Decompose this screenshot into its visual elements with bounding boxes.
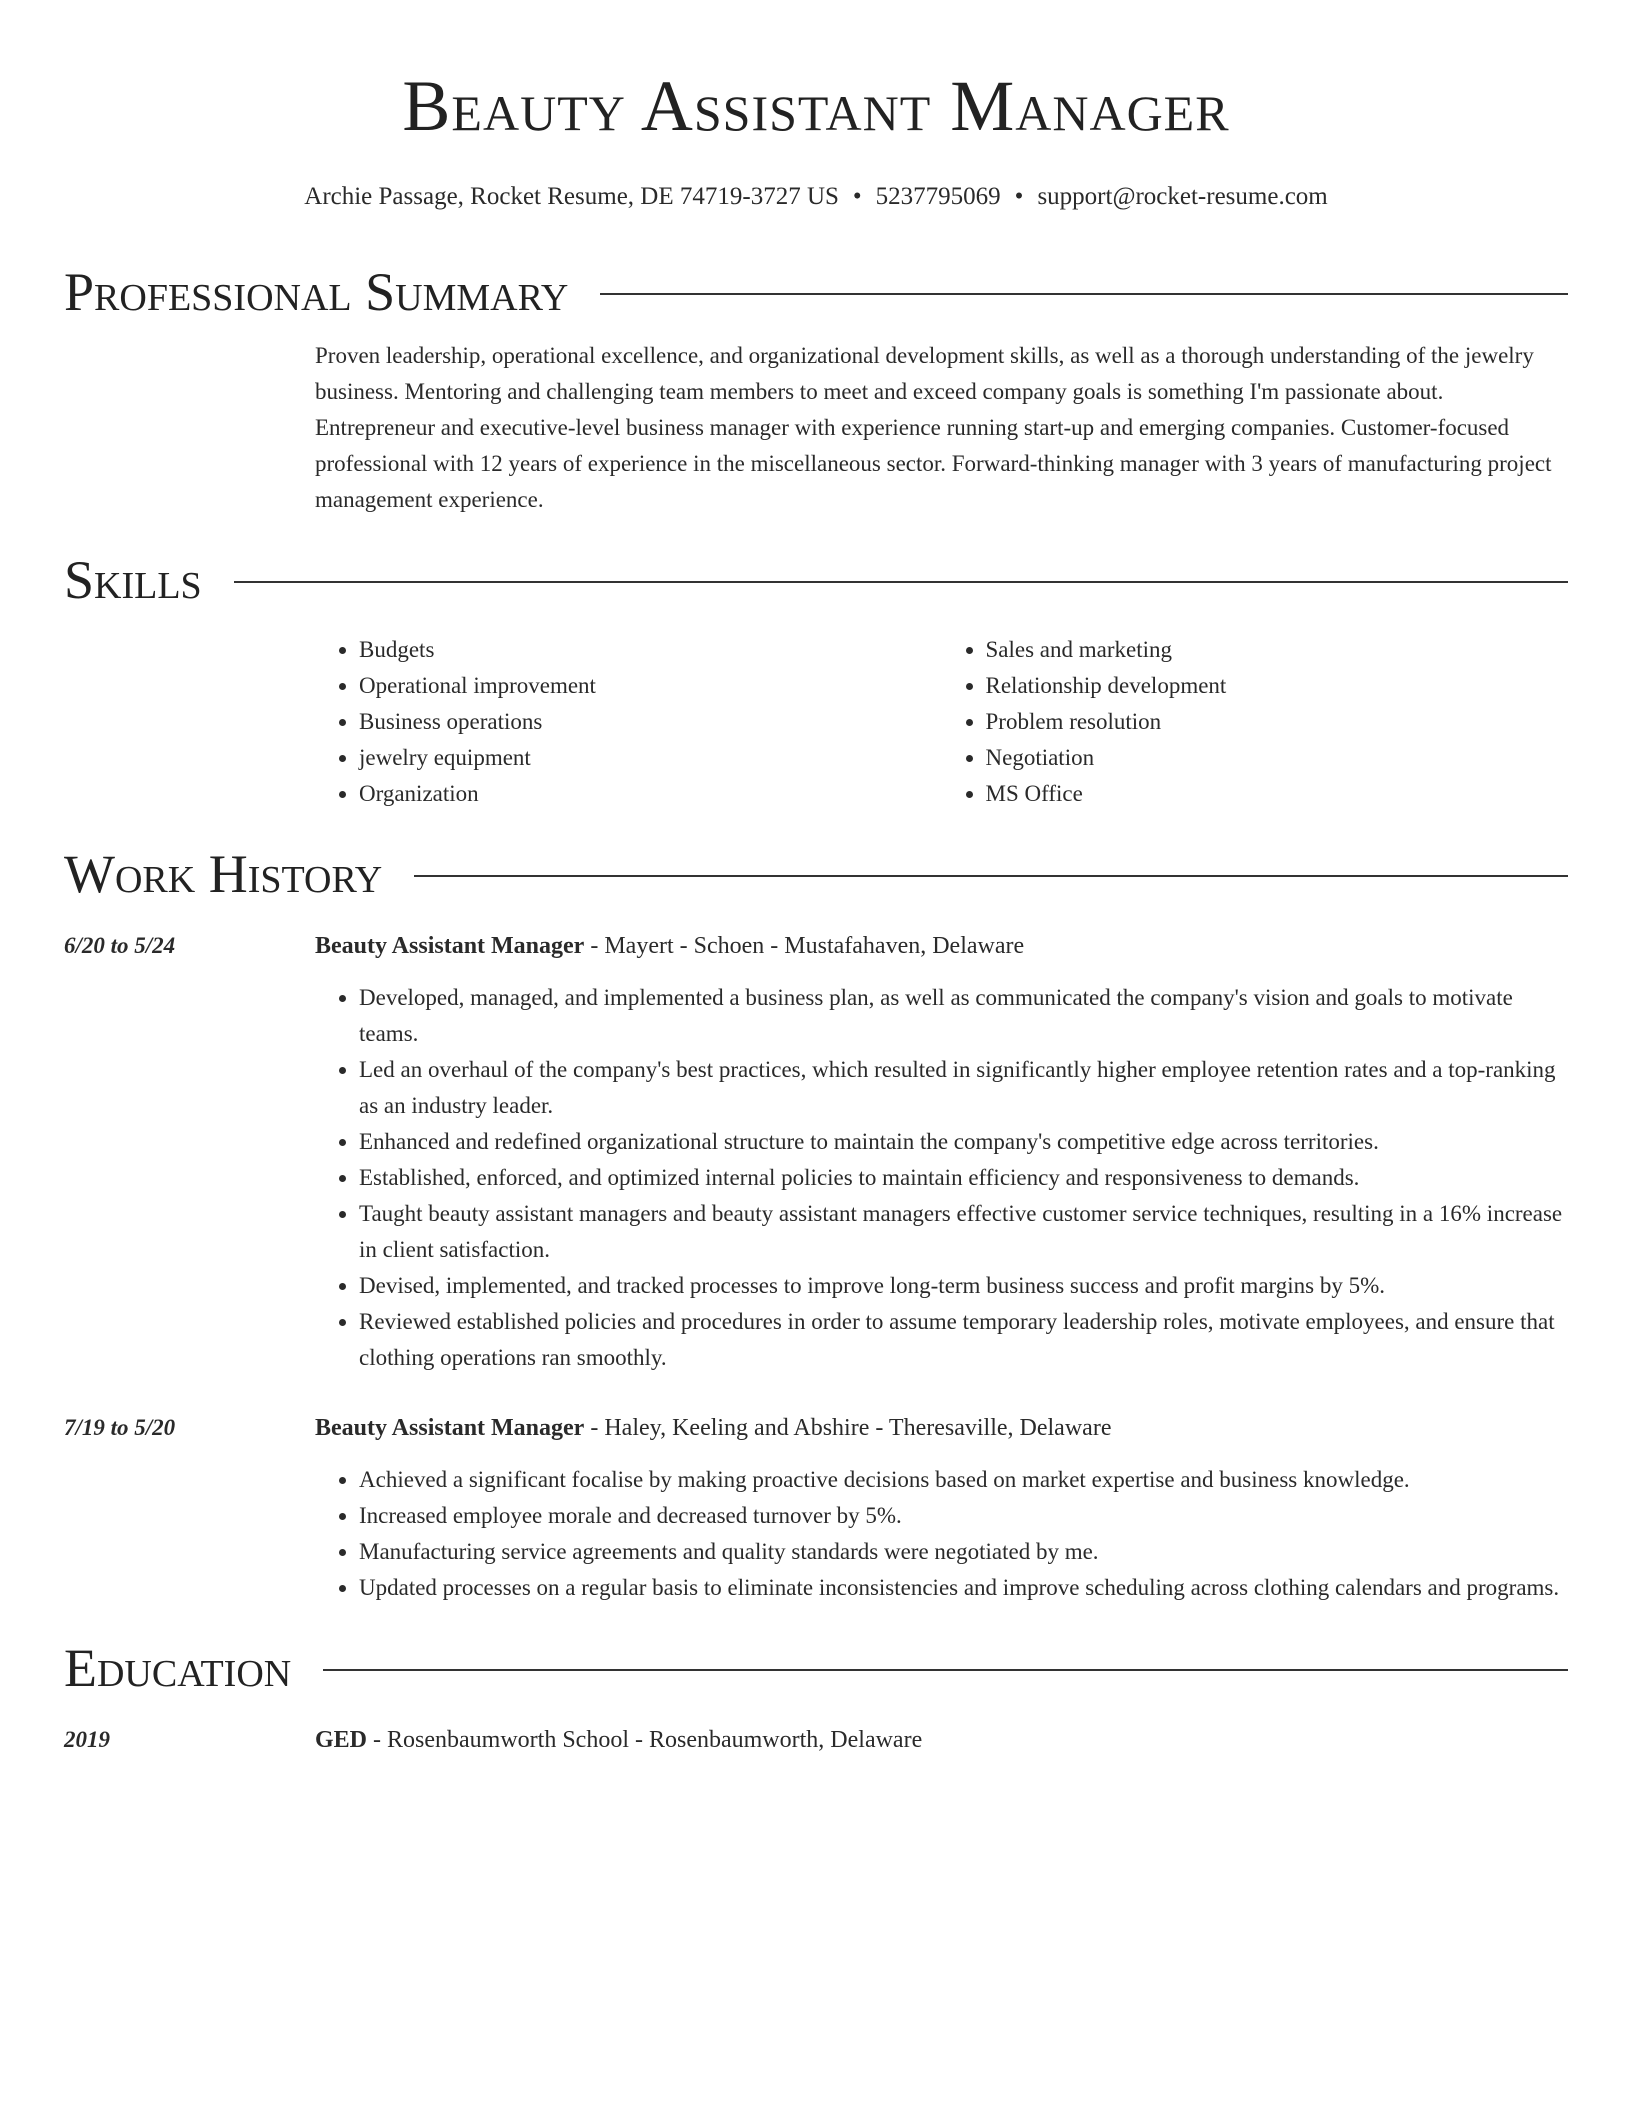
skills-heading: Skills	[64, 550, 202, 610]
skill-item: • Relationship development	[986, 668, 1569, 704]
resume-page	[64, 0, 1568, 1758]
resume-name: Beauty Assistant Manager	[402, 66, 1230, 146]
contact-line	[64, 180, 1568, 214]
skill-item: • Organization	[359, 776, 942, 812]
job-title: Beauty Assistant Manager	[315, 933, 585, 959]
job-employer: - Haley, Keeling and Abshire - Theresaville, Delaware	[584, 1415, 1112, 1441]
job-bullet: • Devised, implemented, and tracked processes to improve long-term business success and profit margins by 5%.	[359, 1268, 1568, 1304]
job-bullet: • Taught beauty assistant managers and beauty assistant managers effective customer service techniques, resulting in a 16% increase in client satisfaction.	[359, 1196, 1568, 1268]
education-heading: Education	[64, 1638, 292, 1698]
skill-item: • Budgets	[359, 632, 942, 668]
contact-email: support@rocket-resume.com	[1037, 183, 1328, 210]
skills-grid	[315, 632, 1568, 812]
summary-heading: Professional Summary	[64, 262, 569, 322]
job-bullet: • Enhanced and redefined organizational structure to maintain the company's competitive edge across territories.	[359, 1124, 1568, 1160]
job-body	[315, 1410, 1568, 1606]
contact-phone: 5237795069	[875, 183, 1001, 210]
job-title-line	[315, 1410, 1568, 1446]
job-bullet: • Led an overhaul of the company's best practices, which resulted in significantly higher employee retention rates and a top-ranking as an industry leader.	[359, 1052, 1568, 1124]
education-section-header	[64, 1634, 1568, 1702]
contact-address: Archie Passage, Rocket Resume, DE 74719-3727 US	[304, 183, 839, 210]
section-divider	[414, 875, 1568, 877]
education-entry	[64, 1722, 1568, 1758]
education-degree: GED	[315, 1727, 368, 1753]
section-divider	[600, 293, 1568, 295]
skills-list-right	[942, 632, 1569, 812]
job-entry	[64, 1410, 1568, 1606]
job-bullet: • Updated processes on a regular basis to eliminate inconsistencies and improve scheduling across clothing calendars and programs.	[359, 1570, 1568, 1606]
job-title-line	[315, 928, 1568, 964]
education-line	[315, 1722, 1568, 1758]
education-body	[315, 1722, 1568, 1758]
job-bullet: • Developed, managed, and implemented a business plan, as well as communicated the company's vision and goals to motivate teams.	[359, 980, 1568, 1052]
summary-section-header	[64, 258, 1568, 326]
skills-list-left	[315, 632, 942, 812]
skill-item: • MS Office	[986, 776, 1569, 812]
skill-item: • jewelry equipment	[359, 740, 942, 776]
skill-item: • Business operations	[359, 704, 942, 740]
section-divider	[234, 581, 1568, 583]
job-dates: 6/20 to 5/24	[64, 933, 176, 958]
job-employer: - Mayert - Schoen - Mustafahaven, Delaware	[584, 933, 1025, 959]
skill-item: • Operational improvement	[359, 668, 942, 704]
job-body	[315, 928, 1568, 1376]
job-bullets	[315, 980, 1568, 1376]
job-bullet: • Established, enforced, and optimized internal policies to maintain efficiency and responsiveness to demands.	[359, 1160, 1568, 1196]
work-heading: Work History	[64, 844, 383, 904]
job-bullets	[315, 1462, 1568, 1606]
job-title: Beauty Assistant Manager	[315, 1415, 585, 1441]
section-divider	[323, 1669, 1568, 1671]
skill-item: • Sales and marketing	[986, 632, 1569, 668]
contact-separator: •	[1014, 183, 1024, 210]
job-dates: 7/19 to 5/20	[64, 1415, 176, 1440]
skill-item: • Negotiation	[986, 740, 1569, 776]
work-section-header	[64, 840, 1568, 908]
job-bullet: • Increased employee morale and decreased turnover by 5%.	[359, 1498, 1568, 1534]
job-bullet: • Achieved a significant focalise by making proactive decisions based on market expertise and business knowledge.	[359, 1462, 1568, 1498]
job-bullet: • Reviewed established policies and procedures in order to assume temporary leadership roles, motivate employees, and ensure that clothing operations ran smoothly.	[359, 1304, 1568, 1376]
contact-separator: •	[852, 183, 862, 210]
job-entry	[64, 928, 1568, 1376]
skills-section-header	[64, 546, 1568, 614]
job-bullet: • Manufacturing service agreements and quality standards were negotiated by me.	[359, 1534, 1568, 1570]
skill-item: • Problem resolution	[986, 704, 1569, 740]
education-school: - Rosenbaumworth School - Rosenbaumworth, Delaware	[367, 1727, 923, 1753]
education-year: 2019	[64, 1727, 110, 1752]
summary-text: Proven leadership, operational excellence, and organizational development skills, as well as a thorough understanding of the jewelry business. Mentoring and challenging team members to meet and exceed company goals is something I'm passionate about. Entrepreneur and executive-level business manager with experience running start-up and emerging companies. Customer-focused professional with 12 years of experience in the miscellaneous sector. Forward-thinking manager with 3 years of manufacturing project management experience.	[315, 343, 1552, 512]
